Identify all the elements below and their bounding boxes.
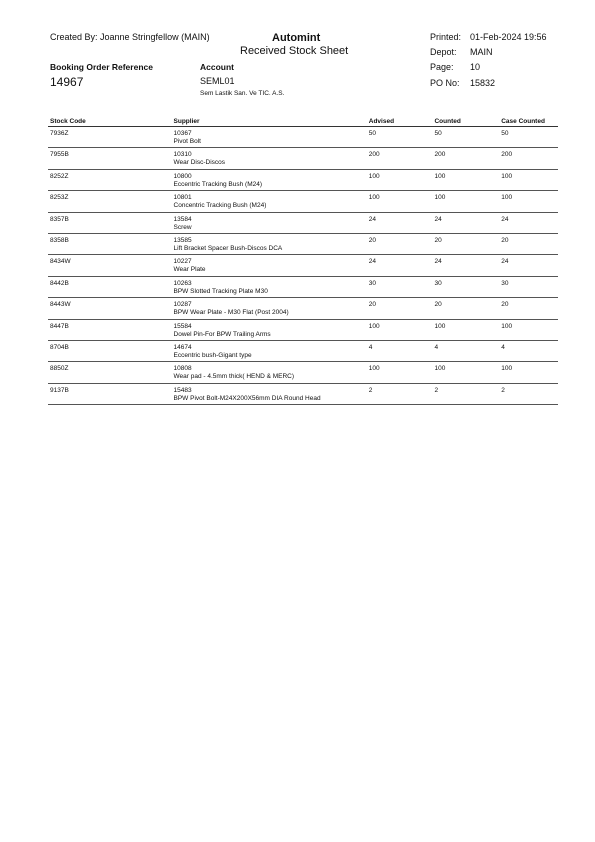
table-row <box>48 148 558 169</box>
po-number: 15832 <box>470 78 496 88</box>
supplier-code: 15483 <box>173 386 192 394</box>
company-name: Automint <box>272 32 321 44</box>
advised-qty: 24 <box>368 215 376 223</box>
case-counted-qty: 100 <box>501 365 513 373</box>
supplier-cell <box>174 258 369 275</box>
supplier-code: 10263 <box>173 279 192 287</box>
advised-qty: 24 <box>368 258 376 266</box>
header-supplier: Supplier <box>173 118 200 125</box>
table-row <box>48 341 558 362</box>
advised-qty: 50 <box>368 130 376 137</box>
counted-qty: 24 <box>434 258 442 266</box>
table-row <box>48 384 558 405</box>
case-counted-qty: 100 <box>501 194 513 202</box>
table-row <box>48 234 558 255</box>
case-counted-qty: 30 <box>501 279 509 287</box>
stock-code: 8252Z <box>50 172 69 180</box>
item-description: Lift Bracket Spacer Bush-Discos DCA <box>173 244 283 252</box>
supplier-cell <box>174 237 369 254</box>
counted-qty: 50 <box>434 130 442 137</box>
printed-value: 01-Feb-2024 19:56 <box>470 32 547 42</box>
table-row <box>48 127 558 148</box>
counted-qty: 100 <box>434 365 446 373</box>
account-name: Sem Lastik San. Ve TIC. A.S. <box>200 90 285 97</box>
stock-code: 8443W <box>50 301 71 309</box>
supplier-cell <box>174 387 369 404</box>
table-row <box>48 255 558 276</box>
supplier-code: 14674 <box>173 343 192 351</box>
table-row <box>48 320 558 341</box>
counted-qty: 20 <box>434 236 442 244</box>
table-row <box>48 213 558 234</box>
supplier-cell <box>174 344 369 361</box>
counted-qty: 100 <box>434 194 446 202</box>
case-counted-qty: 2 <box>501 386 505 394</box>
advised-qty: 20 <box>368 301 376 309</box>
page-label: Page: <box>430 62 454 72</box>
supplier-code: 13585 <box>173 236 192 244</box>
table-row <box>48 277 558 298</box>
account-label: Account <box>200 62 234 72</box>
page-number: 10 <box>470 62 481 72</box>
item-description: BPW Wear Plate - M30 Flat (Post 2004) <box>173 309 289 317</box>
case-counted-qty: 20 <box>501 301 509 309</box>
case-counted-qty: 50 <box>501 130 509 137</box>
counted-qty: 100 <box>434 172 446 180</box>
case-counted-qty: 24 <box>501 215 509 223</box>
table-row <box>48 191 558 212</box>
stock-code: 7936Z <box>50 130 69 137</box>
case-counted-qty: 200 <box>501 151 513 159</box>
depot-label: Depot: <box>430 47 457 57</box>
table-row <box>48 362 558 383</box>
case-counted-qty: 20 <box>501 236 509 244</box>
supplier-code: 10227 <box>173 258 192 266</box>
header-case-counted: Case Counted <box>501 118 545 125</box>
advised-qty: 100 <box>368 194 380 202</box>
advised-qty: 20 <box>368 236 376 244</box>
counted-qty: 2 <box>434 386 439 394</box>
item-description: Concentric Tracking Bush (M24) <box>173 202 267 210</box>
supplier-cell <box>174 280 369 297</box>
supplier-code: 10801 <box>173 194 192 202</box>
stock-code: 8434W <box>50 258 71 266</box>
table-header <box>48 112 558 127</box>
counted-qty: 100 <box>434 322 446 330</box>
supplier-cell <box>174 301 369 318</box>
supplier-cell <box>174 323 369 340</box>
table-row <box>48 298 558 319</box>
advised-qty: 200 <box>368 151 380 159</box>
item-description: Dowel Pin-For BPW Trailing Arms <box>173 330 271 338</box>
case-counted-qty: 100 <box>501 172 513 180</box>
supplier-cell <box>174 130 369 147</box>
item-description: Wear Disc-Discos <box>173 159 226 167</box>
counted-qty: 4 <box>434 343 439 351</box>
supplier-cell <box>174 216 369 233</box>
stock-code: 8447B <box>50 322 69 330</box>
case-counted-qty: 4 <box>501 343 505 351</box>
stock-code: 8442B <box>50 279 69 287</box>
case-counted-qty: 100 <box>501 322 513 330</box>
item-description: Eccentric bush-Gigant type <box>173 351 252 359</box>
supplier-code: 15584 <box>173 322 192 330</box>
depot-value: MAIN <box>470 47 493 57</box>
counted-qty: 24 <box>434 215 442 223</box>
advised-qty: 100 <box>368 365 380 373</box>
advised-qty: 100 <box>368 322 380 330</box>
item-description: Pivot Bolt <box>173 138 201 145</box>
created-by: Created By: Joanne Stringfellow (MAIN) <box>50 32 210 42</box>
advised-qty: 30 <box>368 279 376 287</box>
supplier-code: 10800 <box>173 172 192 180</box>
header-stock-code: Stock Code <box>50 118 86 125</box>
supplier-code: 10808 <box>173 365 192 373</box>
supplier-code: 13584 <box>173 215 192 223</box>
stock-code: 8253Z <box>50 194 69 202</box>
supplier-code: 10367 <box>173 130 192 137</box>
counted-qty: 200 <box>434 151 446 159</box>
account-code: SEML01 <box>200 76 235 86</box>
item-description: BPW Pivot Bolt-M24X200X56mm DIA Round Head <box>173 394 321 402</box>
advised-qty: 4 <box>368 343 373 351</box>
counted-qty: 30 <box>434 279 442 287</box>
advised-qty: 100 <box>368 172 380 180</box>
stock-code: 9137B <box>50 386 69 394</box>
booking-ref-value: 14967 <box>50 75 84 89</box>
supplier-cell <box>174 194 369 211</box>
header-advised: Advised <box>368 118 395 125</box>
item-description: BPW Slotted Tracking Plate M30 <box>173 287 268 295</box>
booking-ref-label: Booking Order Reference <box>50 62 153 72</box>
supplier-cell <box>174 173 369 190</box>
advised-qty: 2 <box>368 386 373 394</box>
supplier-cell <box>174 151 369 168</box>
stock-table <box>48 112 558 405</box>
stock-code: 8850Z <box>50 365 69 373</box>
case-counted-qty: 24 <box>501 258 509 266</box>
supplier-cell <box>174 365 369 382</box>
printed-label: Printed: <box>430 32 462 42</box>
supplier-code: 10287 <box>173 301 192 309</box>
po-label: PO No: <box>430 78 460 88</box>
supplier-code: 10310 <box>173 151 192 159</box>
stock-code: 8357B <box>50 215 69 223</box>
item-description: Wear Plate <box>173 266 206 274</box>
stock-code: 7955B <box>50 151 69 159</box>
item-description: Eccentric Tracking Bush (M24) <box>173 180 263 188</box>
sheet-title: Received Stock Sheet <box>240 45 349 57</box>
counted-qty: 20 <box>434 301 442 309</box>
item-description: Wear pad - 4.5mm thick( HEND & MERC) <box>173 373 295 381</box>
stock-code: 8704B <box>50 343 69 351</box>
item-description: Screw <box>173 223 192 231</box>
stock-code: 8358B <box>50 236 69 244</box>
header-counted: Counted <box>434 118 461 125</box>
table-row <box>48 170 558 191</box>
